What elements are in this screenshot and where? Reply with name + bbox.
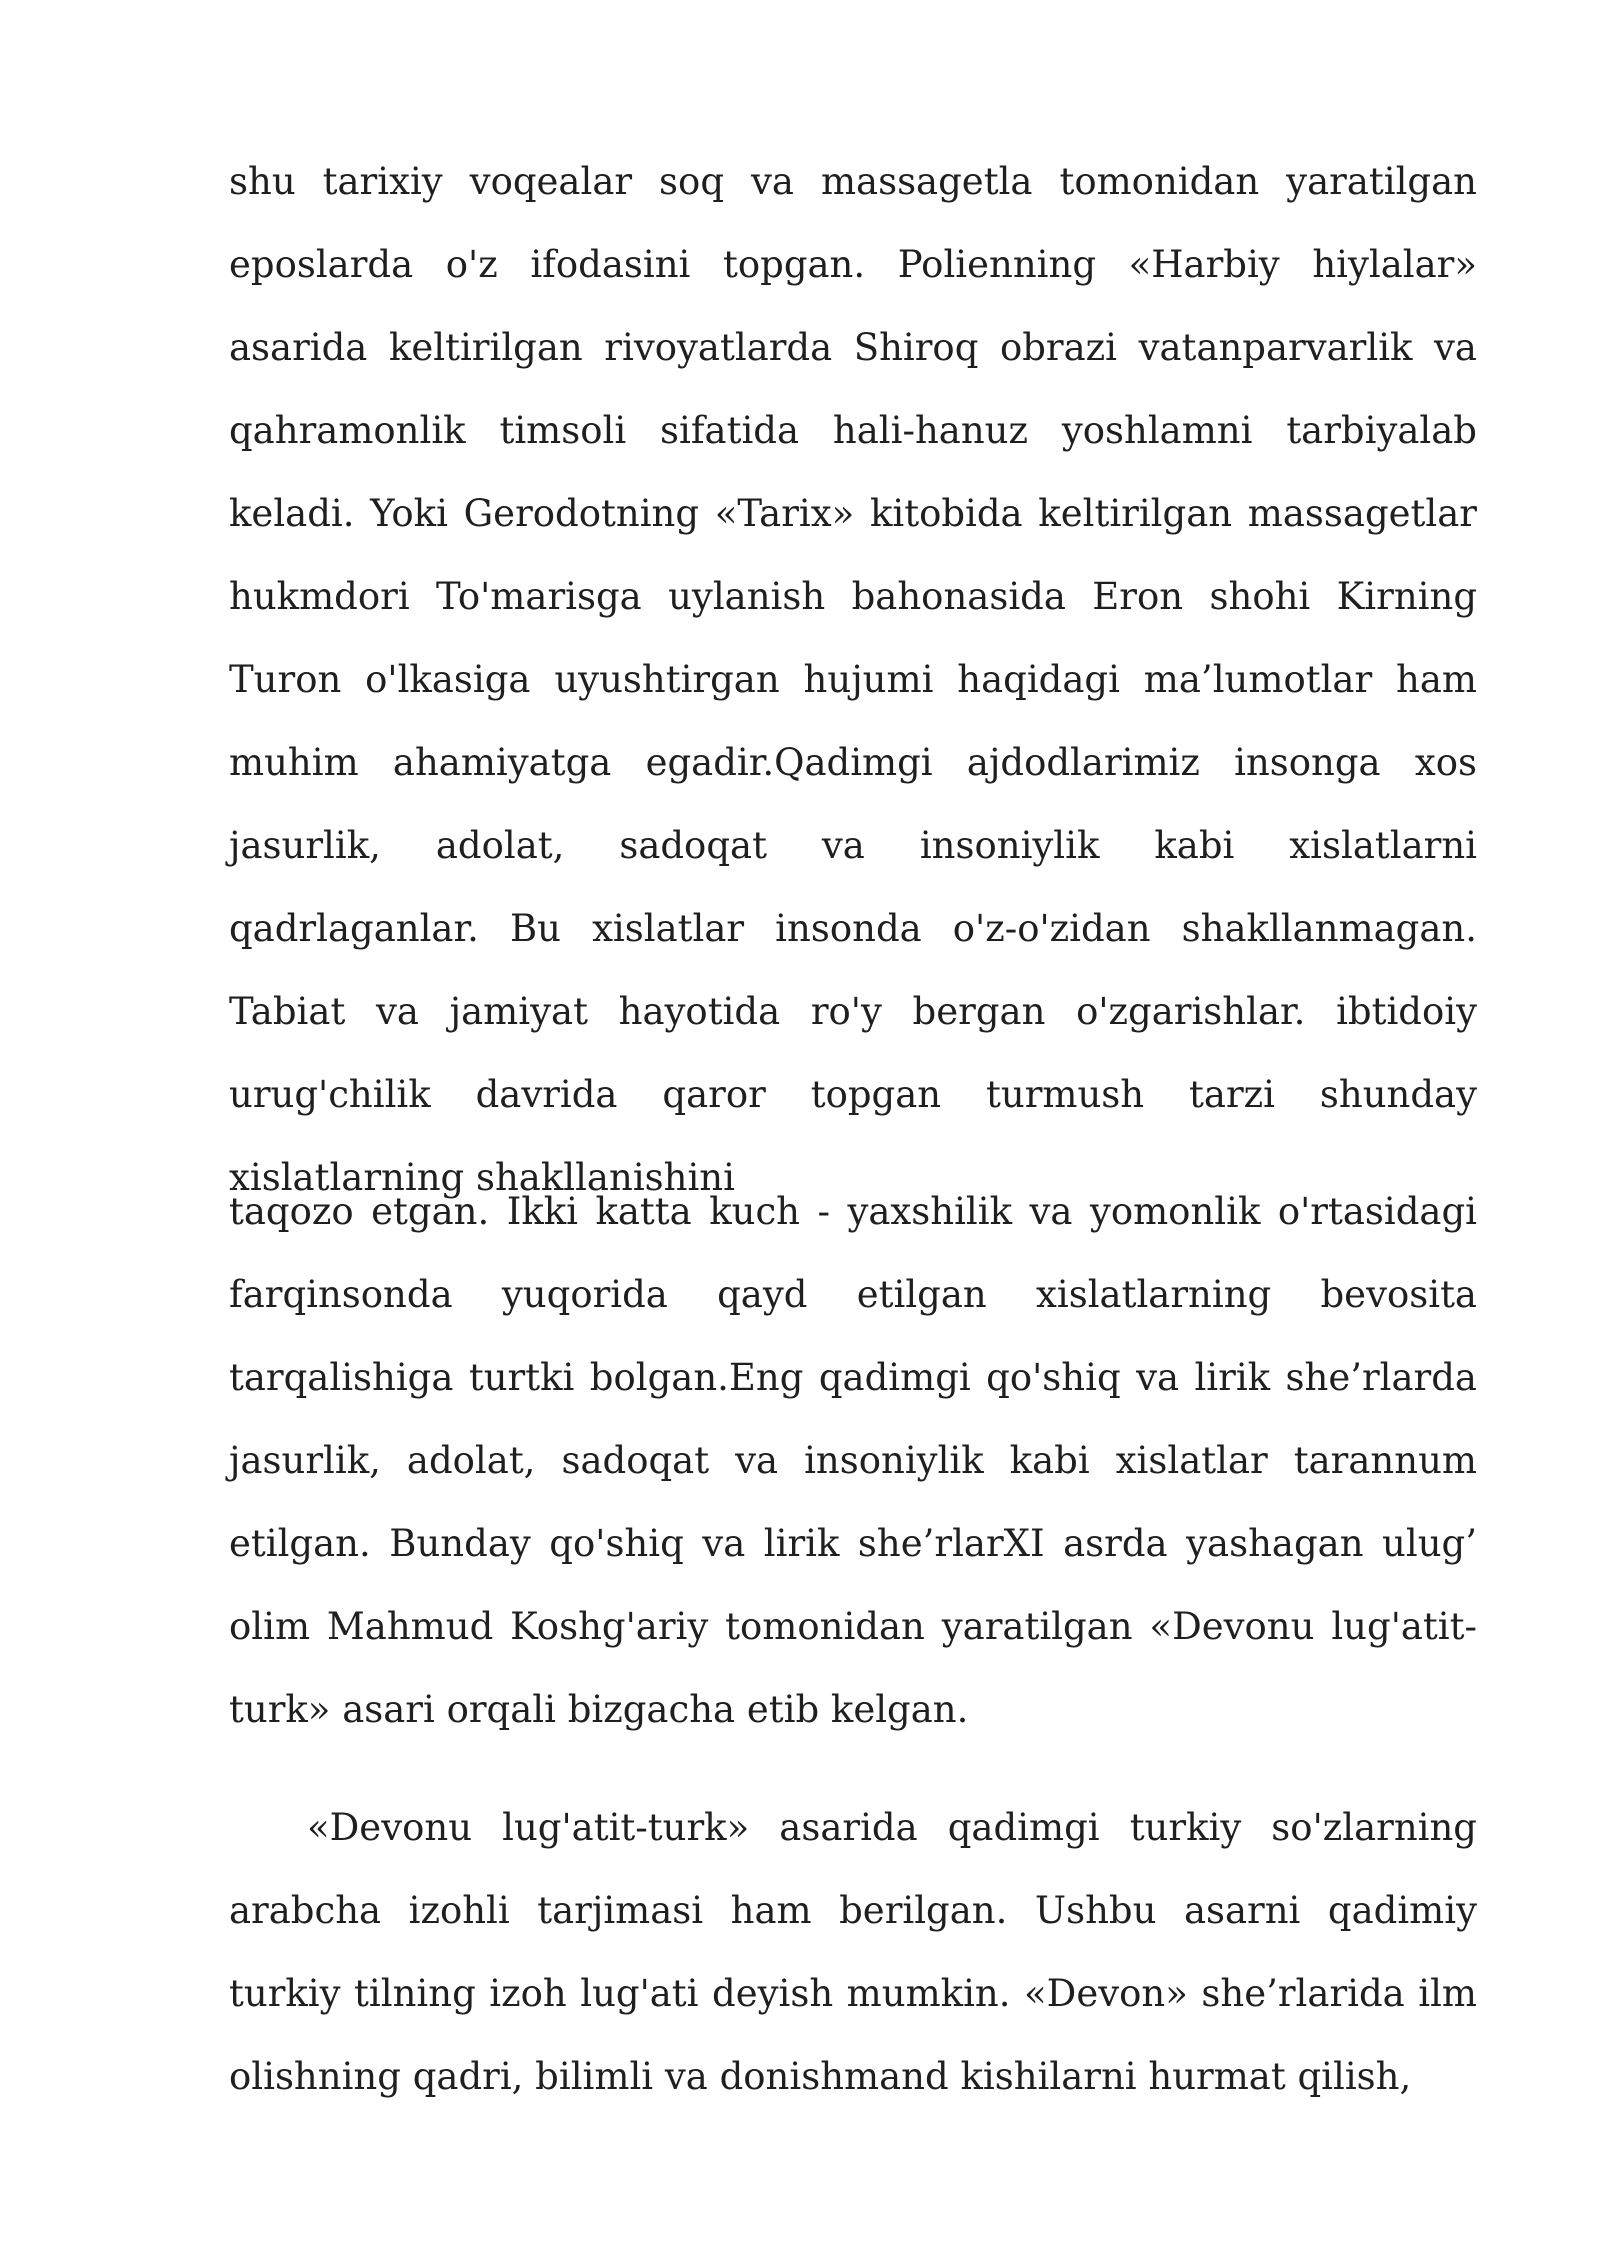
paragraph-1: shu tarixiy voqealar soq va massagetla tomonidan yaratilgan eposlarda o'z ifodasini topgan. Polienning «Harbiy hiylalar» asarida keltirilgan rivoyatlarda Shiroq obrazi vatanparvarlik va qahramonlik timsoli sifatida hali-hanuz yoshlamni tarbiyalab keladi. Yoki Gerodotning «Tarix» kitobida keltirilgan massagetlar hukmdori To'marisga uylanish bahonasida Eron shohi Kirning Turon o'lkasiga uyushtirgan hujumi haqidagi ma’lumotlar ham muhim ahamiyatga egadir.Qadimgi ajdodlarimiz insonga xos jasurlik, adolat, sadoqat va insoniylik kabi xislatlarni qadrlaganlar. Bu xislatlar insonda o'z-o'zidan shakllanmagan. Tabiat va jamiyat hayotida ro'y bergan o'zgarishlar. ibtidoiy urug'chilik davrida qaror topgan turmush tarzi shunday xislatlarning shakllanishini [229,160,1477,1199]
paragraph-2: taqozo etgan. Ikki katta kuch - yaxshilik va yomonlik o'rtasidagi farqinsonda yuqorida qayd etilgan xislatlarning bevosita tarqalishiga turtki bolgan.Eng qadimgi qo'shiq va lirik she’rlarda jasurlik, adolat, sadoqat va insoniylik kabi xislatlar tarannum etilgan. Bunday qo'shiq va lirik she’rlarXI asrda yashagan ulug’ olim Mahmud Koshg'ariy tomonidan yaratilgan «Devonu lug'atit-turk» asari orqali bizgacha etib kelgan. [229,1190,1477,1731]
paragraph-3: «Devonu lug'atit-turk» asarida qadimgi turkiy so'zlarning arabcha izohli tarjimasi ham berilgan. Ushbu asarni qadimiy turkiy tilning izoh lug'ati deyish mumkin. «Devon» she’rlarida ilm olishning qadri, bilimli va donishmand kishilarni hurmat qilish, [229,1806,1477,2098]
